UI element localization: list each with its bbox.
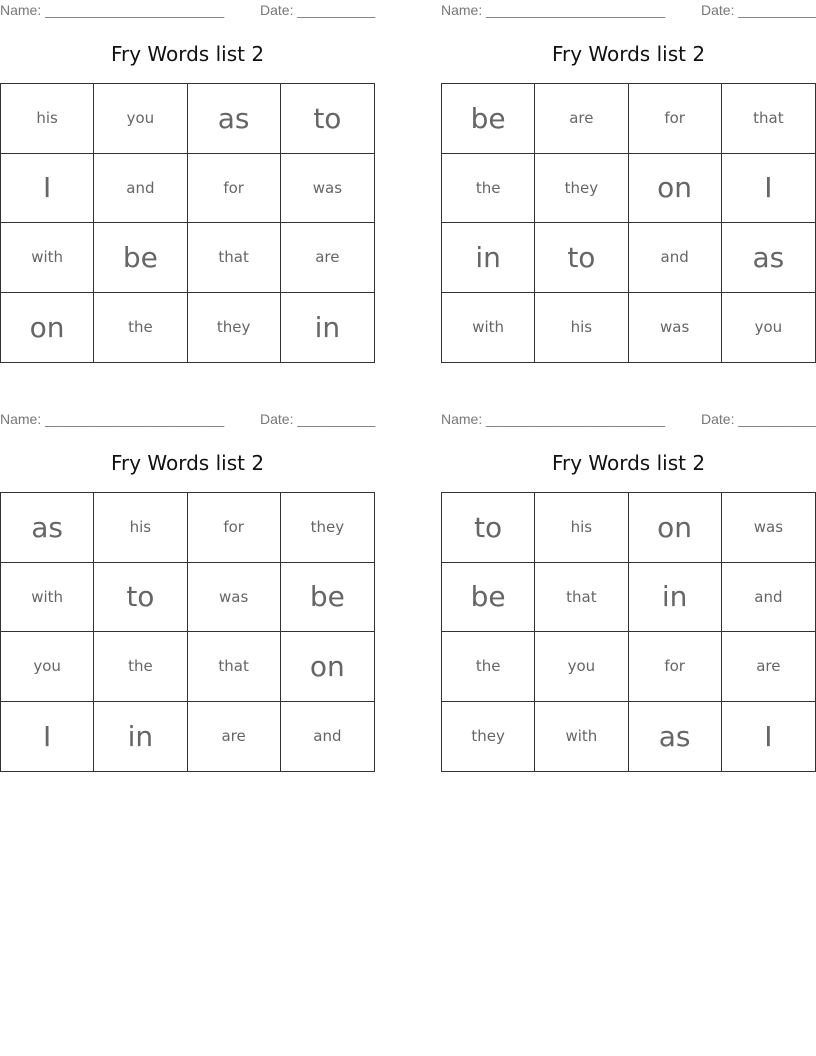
grid-cell: I bbox=[1, 702, 94, 772]
card-title: Fry Words list 2 bbox=[551, 451, 706, 475]
grid-cell: they bbox=[188, 293, 281, 363]
grid-cell: was bbox=[629, 293, 722, 363]
bingo-card-1 bbox=[0, 0, 375, 375]
grid-cell: his bbox=[1, 84, 94, 154]
grid-cell: was bbox=[188, 563, 281, 633]
grid-cell: was bbox=[722, 493, 815, 563]
date-field-label: Date: __________ bbox=[260, 411, 376, 427]
header-row bbox=[0, 2, 375, 18]
grid-cell: as bbox=[629, 702, 722, 772]
grid-cell: I bbox=[722, 154, 815, 224]
grid-cell: they bbox=[281, 493, 374, 563]
grid-cell: I bbox=[764, 719, 773, 753]
grid-cell: they bbox=[535, 154, 628, 224]
grid-cell: for bbox=[188, 154, 281, 224]
grid-cell: to bbox=[94, 563, 187, 633]
grid-cell: that bbox=[535, 563, 628, 633]
grid-cell: that bbox=[188, 632, 281, 702]
date-field-label: Date: __________ bbox=[260, 2, 376, 18]
card-title: Fry Words list 2 bbox=[110, 42, 265, 66]
header-row bbox=[441, 411, 816, 427]
grid-cell: and bbox=[313, 727, 342, 746]
name-field-label: Name: _______________________ bbox=[0, 411, 225, 427]
grid-cell: are bbox=[188, 702, 281, 772]
grid-cell: with bbox=[442, 293, 535, 363]
word-grid bbox=[441, 492, 816, 772]
grid-cell: are bbox=[281, 223, 374, 293]
bingo-card-3 bbox=[0, 409, 375, 784]
header-row bbox=[441, 2, 816, 18]
grid-cell: they bbox=[442, 702, 535, 772]
grid-cell: and bbox=[629, 223, 722, 293]
grid-cell: in bbox=[314, 310, 341, 344]
date-field-label: Date: __________ bbox=[701, 2, 816, 18]
grid-cell: and bbox=[94, 154, 187, 224]
grid-cell: in bbox=[94, 702, 187, 772]
grid-cell: you bbox=[535, 632, 628, 702]
word-grid bbox=[0, 83, 375, 363]
grid-cell: for bbox=[629, 84, 722, 154]
grid-cell: the bbox=[94, 293, 187, 363]
bingo-card-2 bbox=[441, 0, 816, 375]
grid-cell: on bbox=[281, 632, 374, 702]
name-field-label: Name: _______________________ bbox=[0, 2, 225, 18]
grid-cell: you bbox=[94, 84, 187, 154]
date-field-label: Date: __________ bbox=[701, 411, 816, 427]
grid-cell: on bbox=[1, 293, 94, 363]
grid-cell: as bbox=[1, 493, 94, 563]
grid-cell: as bbox=[722, 223, 815, 293]
grid-cell: for bbox=[188, 493, 281, 563]
grid-cell: to bbox=[281, 84, 374, 154]
word-grid bbox=[441, 83, 816, 363]
grid-cell: to bbox=[535, 223, 628, 293]
grid-cell: I bbox=[1, 154, 94, 224]
grid-cell: with bbox=[535, 702, 628, 772]
grid-cell: with bbox=[1, 563, 94, 633]
grid-cell: the bbox=[442, 632, 535, 702]
grid-cell: in bbox=[629, 563, 722, 633]
grid-cell: be bbox=[442, 84, 535, 154]
grid-cell: the bbox=[94, 632, 187, 702]
name-field-label: Name: _______________________ bbox=[441, 2, 666, 18]
grid-cell: for bbox=[629, 632, 722, 702]
card-title: Fry Words list 2 bbox=[551, 42, 706, 66]
bingo-card-4 bbox=[441, 409, 816, 784]
grid-cell: you bbox=[754, 318, 783, 337]
grid-cell: on bbox=[629, 493, 722, 563]
grid-cell: you bbox=[1, 632, 94, 702]
grid-cell: was bbox=[281, 154, 374, 224]
card-title: Fry Words list 2 bbox=[110, 451, 265, 475]
word-grid bbox=[0, 492, 375, 772]
grid-cell: in bbox=[442, 223, 535, 293]
grid-cell: his bbox=[94, 493, 187, 563]
grid-cell: be bbox=[442, 563, 535, 633]
grid-cell: on bbox=[629, 154, 722, 224]
grid-cell: are bbox=[722, 632, 815, 702]
header-row bbox=[0, 411, 375, 427]
grid-cell: to bbox=[442, 493, 535, 563]
grid-cell: his bbox=[535, 493, 628, 563]
grid-cell: that bbox=[188, 223, 281, 293]
grid-cell: that bbox=[722, 84, 815, 154]
grid-cell: with bbox=[1, 223, 94, 293]
grid-cell: as bbox=[188, 84, 281, 154]
name-field-label: Name: _______________________ bbox=[441, 411, 666, 427]
grid-cell: and bbox=[722, 563, 815, 633]
grid-cell: be bbox=[94, 223, 187, 293]
grid-cell: be bbox=[281, 563, 374, 633]
grid-cell: the bbox=[442, 154, 535, 224]
grid-cell: his bbox=[535, 293, 628, 363]
grid-cell: are bbox=[535, 84, 628, 154]
